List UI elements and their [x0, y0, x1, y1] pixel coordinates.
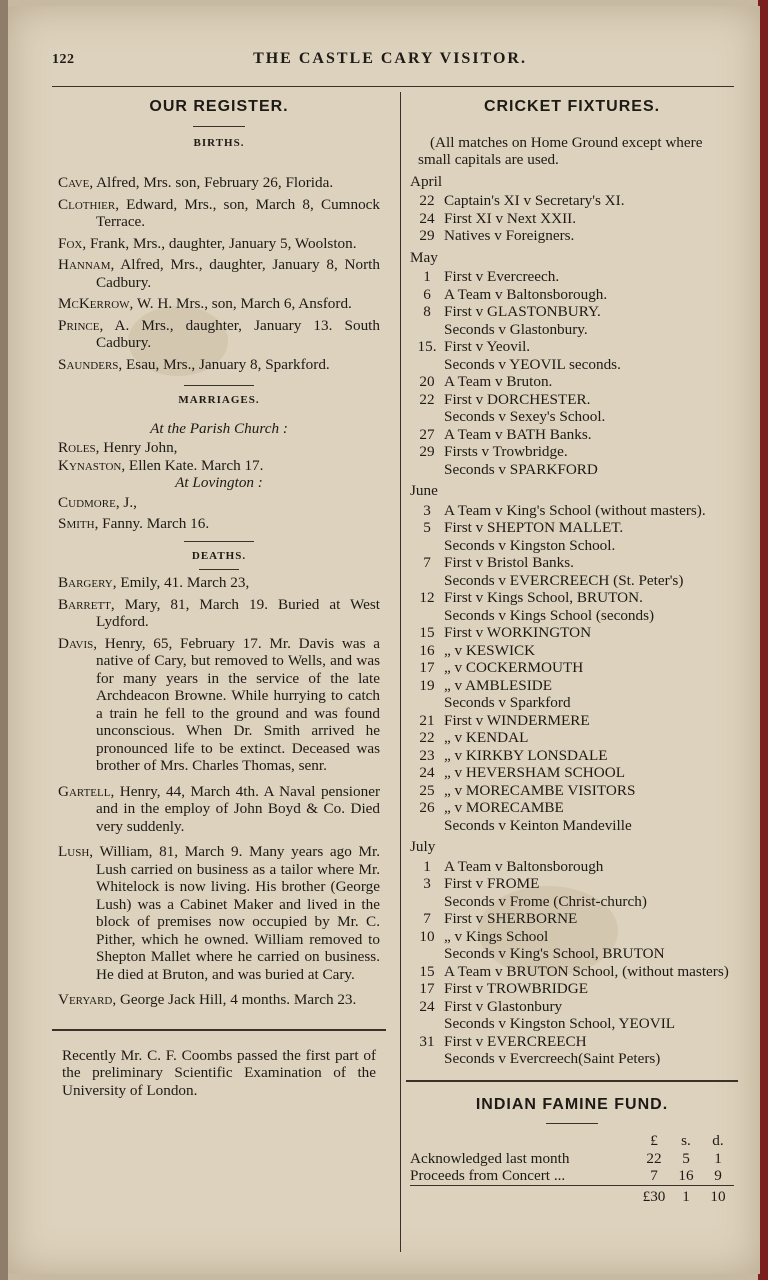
section-rule [184, 385, 254, 386]
fixture-date: 17 [419, 659, 435, 676]
running-title: THE CASTLE CARY VISITOR. [253, 50, 527, 67]
register-column [58, 92, 380, 1099]
fixture-row [410, 875, 734, 893]
fixture-text: Natives v Foreigners. [444, 227, 575, 244]
fixture-text: Seconds v Glastonbury. [444, 320, 588, 338]
fixture-row [410, 963, 734, 981]
fixture-text: Seconds v Frome (Christ-church) [444, 892, 647, 910]
cricket-column [410, 92, 734, 1205]
fixture-row [410, 747, 734, 765]
fixture-row [410, 572, 734, 590]
fixture-text: First v EVERCREECH [444, 1032, 587, 1050]
month-heading: June [410, 482, 438, 499]
fixture-text: First v TROWBRIDGE [444, 980, 589, 997]
fixture-date: 3 [423, 501, 431, 519]
fixture-row [410, 391, 734, 409]
list-item: Bargery, Emily, 41. March 23, [58, 574, 250, 591]
fixture-row [410, 268, 734, 286]
month-heading: July [410, 838, 436, 855]
fixture-text: A Team v BATH Banks. [444, 425, 592, 443]
fixture-text: First v GLASTONBURY. [444, 303, 601, 320]
fixture-text: Seconds v Kingston School. [444, 536, 616, 554]
fixture-date: 3 [423, 875, 431, 892]
deaths-list [58, 574, 380, 1009]
fixture-row [410, 998, 734, 1016]
total-row [410, 1185, 734, 1205]
fixture-text: First v DORCHESTER. [444, 390, 591, 408]
fixture-date: 15 [419, 962, 435, 980]
fixture-text: Seconds v Sexey's School. [444, 408, 606, 425]
fixture-row [410, 799, 734, 817]
fixture-row [410, 227, 734, 245]
fixture-date [410, 817, 444, 835]
births-heading: BIRTHS. [193, 136, 245, 149]
fixture-row [410, 519, 734, 537]
fixture-text: First v SHEPTON MALLET. [444, 519, 624, 536]
fixture-text: First v Kings School, BRUTON. [444, 589, 643, 606]
fixture-date: 27 [419, 425, 435, 443]
fixture-row [410, 192, 734, 210]
fixture-date: 29 [419, 443, 435, 460]
fixture-text: First v Glastonbury [444, 997, 563, 1015]
header-rule [52, 86, 734, 87]
month-heading: April [410, 172, 443, 190]
fixture-date: 22 [419, 729, 435, 746]
fixture-date: 24 [419, 764, 435, 781]
fixture-row [410, 624, 734, 642]
section-rule [184, 541, 254, 542]
fixture-date: 26 [419, 799, 435, 816]
births-list [58, 174, 380, 373]
fixture-row [410, 461, 734, 479]
fixture-row [410, 694, 734, 712]
section-rule [199, 569, 239, 570]
fixture-row [410, 554, 734, 572]
cricket-intro: (All matches on Home Ground except where small capitals are used. [418, 133, 703, 168]
fixture-date: 5 [423, 519, 431, 536]
fixture-row [410, 642, 734, 660]
list-item: Cudmore, J., [58, 493, 137, 511]
fixture-text: Seconds v SPARKFORD [444, 460, 598, 478]
fixture-row [410, 607, 734, 625]
fixture-text: Seconds v Kingston School, YEOVIL [444, 1015, 676, 1032]
fixture-row [410, 659, 734, 677]
fixture-text: First XI v Next XXII. [444, 209, 577, 227]
fixture-text: First v Evercreech. [444, 268, 560, 285]
fixture-row [410, 858, 734, 876]
book-spine [0, 0, 8, 1280]
fixture-date: 21 [419, 711, 435, 729]
fixture-text: First v FROME [444, 875, 540, 892]
section-rule [546, 1123, 598, 1124]
fixture-date [410, 607, 444, 625]
fixture-text: „ v Kings School [444, 927, 549, 945]
coombs-note: Recently Mr. C. F. Coombs passed the first part of the preliminary Scientific Examination of the University of London. [62, 1046, 376, 1099]
fixture-row [410, 303, 734, 321]
marriage-place: At the Parish Church : [150, 419, 288, 437]
fund-table [410, 1132, 734, 1205]
section-rule [406, 1080, 738, 1082]
list-item: Smith, Fanny. March 16. [58, 515, 210, 532]
list-item: Barrett, Mary, 81, March 19. Buried at West Lydford. [58, 595, 380, 630]
fixture-date: 15 [419, 624, 435, 641]
fixture-date: 6 [423, 285, 431, 303]
fixture-text: „ v KESWICK [444, 641, 536, 659]
fixture-row [410, 408, 734, 426]
fixture-date: 8 [423, 303, 431, 320]
fixture-date: 25 [419, 781, 435, 799]
page-header [52, 48, 728, 72]
marriage-place: At Lovington : [175, 474, 263, 491]
fixture-date: 10 [419, 927, 435, 945]
col-pounds: £ [650, 1132, 658, 1149]
fixture-row [410, 782, 734, 800]
fixture-date: 7 [423, 554, 431, 571]
fixture-row [410, 338, 734, 356]
fixture-row [410, 1015, 734, 1033]
fixture-text: A Team v BRUTON School, (without masters) [444, 962, 729, 980]
register-title: OUR REGISTER. [149, 98, 289, 115]
list-item: Roles, Henry John, [58, 439, 178, 456]
list-item: Fox, Frank, Mrs., daughter, January 5, Woolston. [58, 234, 357, 252]
fixture-date: 24 [419, 997, 435, 1015]
fixture-date [410, 893, 444, 911]
table-row: Acknowledged last month 22 5 1 [410, 1149, 722, 1167]
fixture-date [410, 1050, 444, 1068]
fund-title: INDIAN FAMINE FUND. [475, 1095, 669, 1113]
fixture-date: 24 [419, 209, 435, 227]
fixture-date: 1 [423, 268, 431, 285]
fixture-date [410, 321, 444, 339]
list-item: Lush, William, 81, March 9. Many years ago Mr. Lush carried on business as a tailor where Mr. Whitelock is now living. His brother (George Lush) was a Cabinet Maker and lived in the block of premises now occupied by Mr. C. Pither, which he owned. William removed to Shepton Mallet where he carried on business. He died at Bruton, and was buried at Cary. [58, 843, 380, 983]
fixture-text: „ v MORECAMBE VISITORS [444, 781, 636, 799]
fixture-row [410, 712, 734, 730]
total-pounds: £30 [638, 1185, 670, 1205]
fixture-text: „ v COCKERMOUTH [444, 659, 584, 676]
col-shillings: s. [681, 1132, 691, 1149]
list-item: McKerrow, W. H. Mrs., son, March 6, Ansford. [58, 295, 352, 312]
fixture-row [410, 373, 734, 391]
fixture-date [410, 945, 444, 963]
list-item: Cave, Alfred, Mrs. son, February 26, Florida. [58, 174, 334, 191]
total-shillings: 1 [670, 1185, 702, 1205]
fixture-row [410, 945, 734, 963]
fixtures-list [410, 173, 734, 1068]
fixture-date: 31 [419, 1032, 435, 1050]
list-item: Prince, A. Mrs., daughter, January 13. South Cadbury. [58, 316, 380, 351]
fund-header-row [410, 1132, 734, 1150]
fixture-text: First v Yeovil. [444, 338, 531, 355]
list-item: Veryard, George Jack Hill, 4 months. March 23. [58, 991, 357, 1008]
page-number: 122 [52, 52, 75, 67]
list-item: Gartell, Henry, 44, March 4th. A Naval pensioner and in the employ of John Boyd & Co. Died very suddenly. [58, 782, 380, 835]
fixture-row [410, 426, 734, 444]
fixture-date: 17 [419, 980, 435, 997]
fixture-text: A Team v Baltonsborough. [444, 285, 608, 303]
fixture-text: Seconds v Kings School (seconds) [444, 606, 655, 624]
fixture-date: 29 [419, 227, 435, 244]
fixture-date: 12 [419, 589, 435, 606]
fixture-row [410, 443, 734, 461]
fixture-text: First v WINDERMERE [444, 711, 590, 729]
fixture-text: Seconds v YEOVIL seconds. [444, 355, 621, 373]
fixture-date: 19 [419, 676, 435, 694]
fixture-text: Seconds v Keinton Mandeville [444, 816, 632, 834]
fixture-text: Seconds v King's School, BRUTON [444, 945, 665, 962]
fixture-row [410, 210, 734, 228]
fixture-date [410, 461, 444, 479]
fixture-text: First v Bristol Banks. [444, 554, 574, 571]
fixture-date [410, 572, 444, 590]
fixture-row [410, 321, 734, 339]
fixture-text: First v SHERBORNE [444, 910, 578, 927]
fixture-row [410, 356, 734, 374]
fixture-date: 22 [419, 390, 435, 408]
fixture-date: 22 [419, 192, 435, 209]
section-rule [193, 126, 245, 127]
fixture-text: „ v AMBLESIDE [444, 676, 552, 694]
fixture-row [410, 502, 734, 520]
marriages-heading: MARRIAGES. [178, 394, 260, 406]
fixture-row [410, 764, 734, 782]
fixture-text: „ v KENDAL [444, 729, 529, 746]
list-item: Davis, Henry, 65, February 17. Mr. Davis was a native of Cary, but removed to Wells, and was for many years in the service of the late Archdeacon Browne. While hurrying to catch a train he fell to the ground and was found unconscious. When Dr. Smith arrived he pronounced life to be extinct. Deceased was brother of Mrs. Charles Thomas, senr. [58, 634, 380, 774]
list-item: Kynaston, Ellen Kate. March 17. [58, 456, 264, 474]
fixture-row [410, 817, 734, 835]
fixture-date: 16 [419, 641, 435, 659]
fixture-date: 7 [423, 910, 431, 927]
fixture-row [410, 677, 734, 695]
total-pence: 10 [702, 1185, 734, 1205]
fixture-date: 20 [419, 373, 435, 390]
col-pence: d. [712, 1132, 724, 1149]
fixture-text: Firsts v Trowbridge. [444, 443, 568, 460]
fixture-text: „ v MORECAMBE [444, 799, 564, 816]
fixture-row [410, 910, 734, 928]
fixture-row [410, 1033, 734, 1051]
fixture-date [410, 694, 444, 712]
cricket-title: CRICKET FIXTURES. [483, 98, 661, 115]
month-heading: May [410, 248, 438, 266]
fixture-row [410, 893, 734, 911]
fixture-text: Seconds v Evercreech(Saint Peters) [444, 1050, 661, 1067]
fixture-date: 1 [423, 857, 431, 875]
fixture-text: Seconds v EVERCREECH (St. Peter's) [444, 571, 684, 589]
fixture-text: Captain's XI v Secretary's XI. [444, 192, 625, 209]
fixture-text: „ v HEVERSHAM SCHOOL [444, 764, 625, 781]
section-rule [52, 1029, 386, 1031]
fixture-row [410, 980, 734, 998]
fixture-date [410, 537, 444, 555]
list-item: Clothier, Edward, Mrs., son, March 8, Cumnock Terrace. [58, 195, 380, 230]
fixture-text: First v WORKINGTON [444, 624, 592, 641]
list-item: Hannam, Alfred, Mrs., daughter, January 8, North Cadbury. [58, 256, 380, 291]
column-divider [400, 92, 401, 1252]
fixture-date [410, 1015, 444, 1033]
fixture-date [410, 356, 444, 374]
fixture-row [410, 286, 734, 304]
fixture-row [410, 537, 734, 555]
fixture-text: Seconds v Sparkford [444, 694, 571, 711]
fixture-date: 15. [417, 338, 437, 355]
fixture-text: A Team v King's School (without masters). [444, 501, 706, 519]
fixture-text: A Team v Baltonsborough [444, 857, 604, 875]
deaths-heading: DEATHS. [191, 549, 247, 562]
fixture-date: 23 [419, 746, 435, 764]
fixture-row [410, 1050, 734, 1068]
fixture-row [410, 729, 734, 747]
fixture-text: „ v KIRKBY LONSDALE [444, 746, 608, 764]
fixture-row [410, 589, 734, 607]
fixture-row [410, 928, 734, 946]
fixture-text: A Team v Bruton. [444, 373, 553, 390]
fixture-date [410, 408, 444, 426]
list-item: Saunders, Esau, Mrs., January 8, Sparkford. [58, 355, 330, 373]
table-row: Proceeds from Concert ... 7 16 9 [410, 1167, 722, 1184]
